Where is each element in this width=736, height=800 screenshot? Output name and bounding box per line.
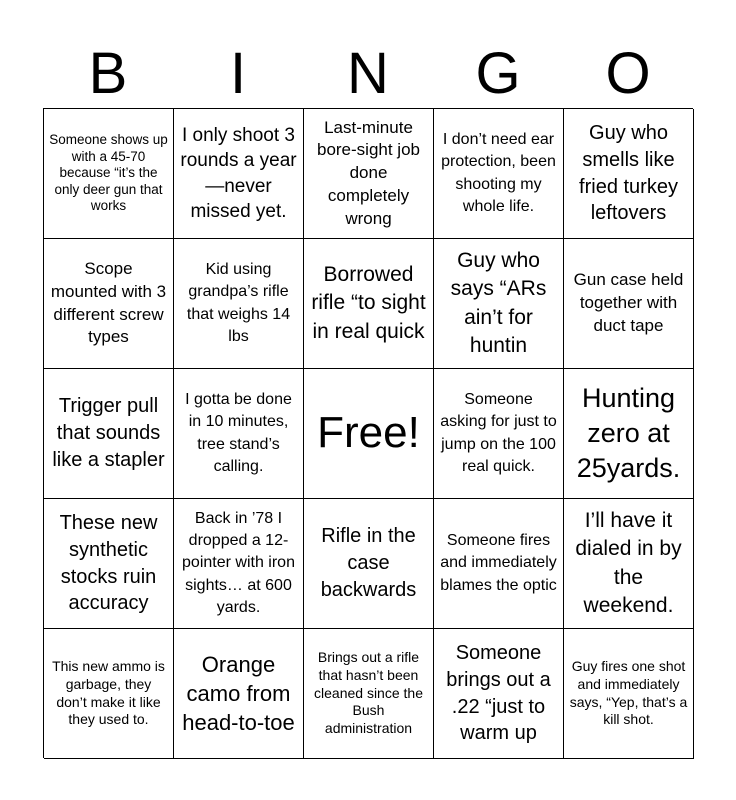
bingo-cell-r5c2[interactable]: Orange camo from head-to-toe bbox=[174, 629, 304, 759]
bingo-cell-r2c1[interactable]: Scope mounted with 3 different screw types bbox=[44, 239, 174, 369]
bingo-header bbox=[43, 40, 693, 108]
bingo-cell-r3c5[interactable]: Hunting zero at 25yards. bbox=[564, 369, 694, 499]
header-letter-b: B bbox=[88, 41, 128, 106]
bingo-cell-r4c5[interactable]: I’ll have it dialed in by the weekend. bbox=[564, 499, 694, 629]
bingo-cell-r5c3[interactable]: Brings out a rifle that hasn’t been cleaned since the Bush administration bbox=[304, 629, 434, 759]
bingo-cell-r5c5[interactable]: Guy fires one shot and immediately says, “Yep, that’s a kill shot. bbox=[564, 629, 694, 759]
bingo-card bbox=[43, 108, 693, 758]
bingo-cell-r3c4[interactable]: Someone asking for just to jump on the 100 real quick. bbox=[434, 369, 564, 499]
header-letter-i: I bbox=[229, 41, 247, 106]
bingo-cell-r2c4[interactable]: Guy who says “ARs ain’t for huntin bbox=[434, 239, 564, 369]
bingo-cell-r3c1[interactable]: Trigger pull that sounds like a stapler bbox=[44, 369, 174, 499]
bingo-cell-r5c4[interactable]: Someone brings out a .22 “just to warm up bbox=[434, 629, 564, 759]
header-letter-n: N bbox=[347, 41, 389, 106]
bingo-cell-r1c3[interactable]: Last-minute bore-sight job done completely wrong bbox=[304, 109, 434, 239]
header-letter-g: G bbox=[475, 41, 521, 106]
bingo-cell-r2c3[interactable]: Borrowed rifle “to sight in real quick bbox=[304, 239, 434, 369]
bingo-cell-r4c3[interactable]: Rifle in the case backwards bbox=[304, 499, 434, 629]
bingo-cell-r5c1[interactable]: This new ammo is garbage, they don’t make it like they used to. bbox=[44, 629, 174, 759]
bingo-cell-r4c1[interactable]: These new synthetic stocks ruin accuracy bbox=[44, 499, 174, 629]
bingo-cell-r2c5[interactable]: Gun case held together with duct tape bbox=[564, 239, 694, 369]
bingo-cell-r1c2[interactable]: I only shoot 3 rounds a year—never missed yet. bbox=[174, 109, 304, 239]
bingo-cell-r3c2[interactable]: I gotta be done in 10 minutes, tree stand’s calling. bbox=[174, 369, 304, 499]
header-letter-o: O bbox=[605, 41, 651, 106]
bingo-cell-r1c4[interactable]: I don’t need ear protection, been shooting my whole life. bbox=[434, 109, 564, 239]
bingo-free-space[interactable]: Free! bbox=[304, 369, 434, 499]
bingo-cell-r4c4[interactable]: Someone fires and immediately blames the optic bbox=[434, 499, 564, 629]
bingo-cell-r2c2[interactable]: Kid using grandpa’s rifle that weighs 14 lbs bbox=[174, 239, 304, 369]
bingo-cell-r4c2[interactable]: Back in ’78 I dropped a 12-pointer with iron sights… at 600 yards. bbox=[174, 499, 304, 629]
bingo-cell-r1c1[interactable]: Someone shows up with a 45-70 because “it’s the only deer gun that works bbox=[44, 109, 174, 239]
bingo-cell-r1c5[interactable]: Guy who smells like fried turkey leftovers bbox=[564, 109, 694, 239]
